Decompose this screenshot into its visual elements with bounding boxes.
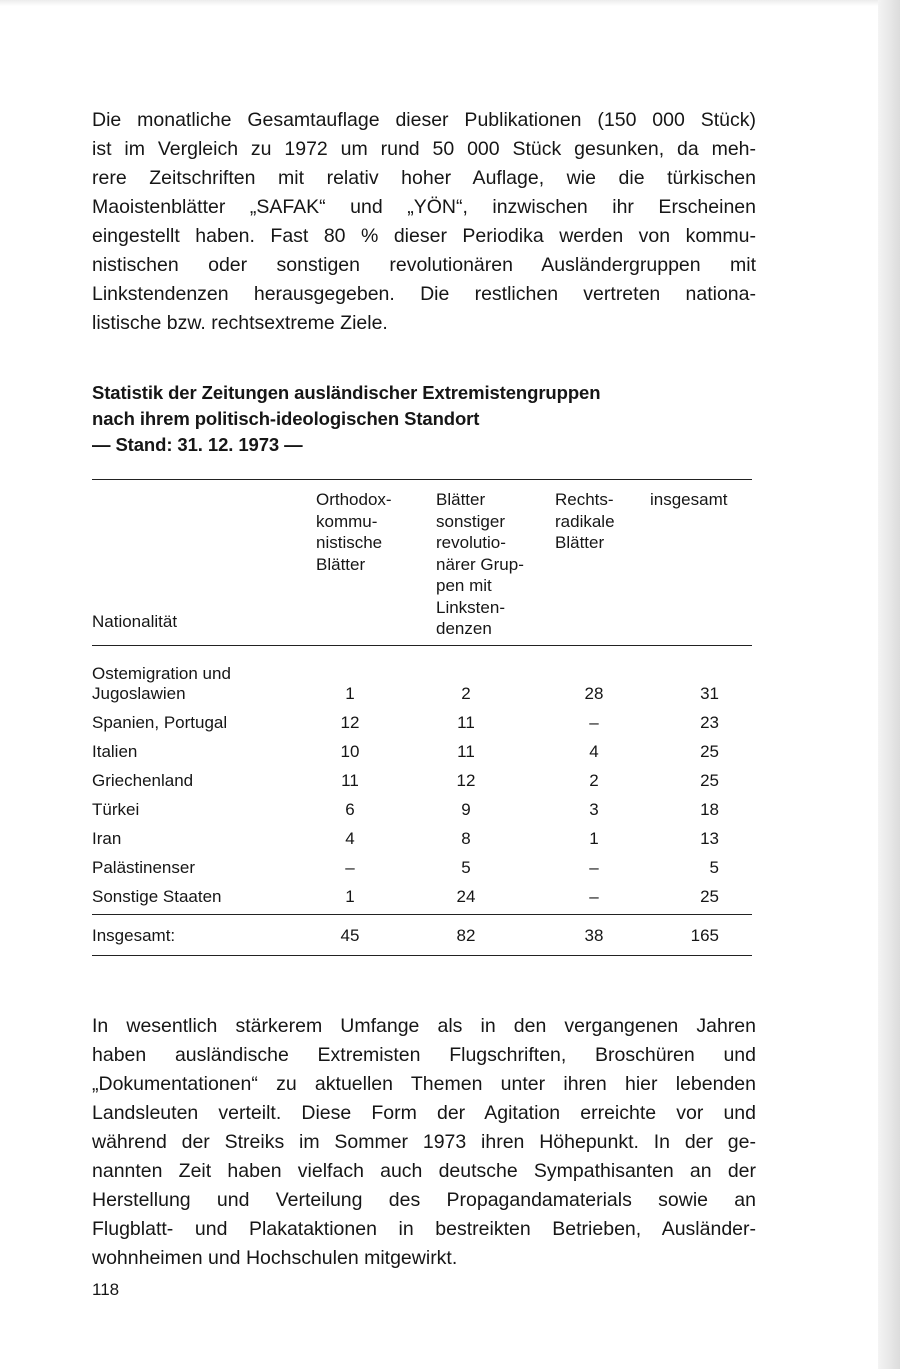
header-line: kommu- <box>316 511 378 531</box>
cell-total: 25 <box>700 742 719 761</box>
paragraph-line: Linkstendenzen herausgegeben. Die restlichen vertreten nationa- <box>92 283 756 305</box>
row-nationality: Sonstige Staaten <box>92 887 222 906</box>
cell-total: 31 <box>700 684 719 703</box>
column-header-total <box>650 489 727 511</box>
paragraph-line: listische bzw. rechtsextreme Ziele. <box>92 312 388 334</box>
cell-right-radical: 3 <box>589 800 599 819</box>
column-header-nationality: Nationalität <box>92 612 178 631</box>
header-line: Linksten- <box>436 597 505 617</box>
cell-right-radical: – <box>589 858 599 877</box>
header-line: nistische <box>316 533 383 552</box>
paragraph-line: rere Zeitschriften mit relativ hoher Auflage, wie die türkischen <box>92 167 756 189</box>
cell-total: 23 <box>700 713 719 732</box>
cell-total: 18 <box>700 800 719 819</box>
row-nationality: Palästinenser <box>92 858 196 877</box>
cell-orthodox-communist: 1 <box>345 887 355 906</box>
paragraph-line: ist im Vergleich zu 1972 um rund 50 000 Stück gesunken, da meh- <box>92 138 756 160</box>
header-line: Blätter <box>555 533 605 552</box>
cell-other-revolutionary: 12 <box>456 771 476 790</box>
cell-total: 25 <box>700 887 719 906</box>
row-nationality: Türkei <box>92 800 140 819</box>
column-header-right-radical <box>555 489 615 554</box>
paragraph-line: wohnheimen und Hochschulen mitgewirkt. <box>92 1247 458 1269</box>
table-top-rule <box>92 479 752 480</box>
cell-right-radical: 4 <box>589 742 599 761</box>
table-total-rule <box>92 914 752 915</box>
table-title <box>92 380 792 458</box>
header-line: revolutio- <box>436 533 506 552</box>
row-nationality: Spanien, Portugal <box>92 713 228 732</box>
row-nationality: Iran <box>92 829 122 848</box>
total-overall: 165 <box>690 926 719 945</box>
cell-other-revolutionary: 24 <box>456 887 476 906</box>
agitation-paragraph <box>92 1012 756 1273</box>
row-nationality: Italien <box>92 742 138 761</box>
header-line: närer Grup- <box>436 554 524 574</box>
total-label: Insgesamt: <box>92 926 176 945</box>
row-nationality: Jugoslawien <box>92 684 186 703</box>
row-label-line: Ostemigration und <box>92 664 231 683</box>
paragraph-line: eingestellt haben. Fast 80 % dieser Periodika werden von kommu- <box>92 225 756 247</box>
cell-orthodox-communist: 1 <box>345 684 355 703</box>
cell-orthodox-communist: 6 <box>345 800 355 819</box>
header-line: Orthodox- <box>316 490 392 509</box>
paragraph-line: während der Streiks im Sommer 1973 ihren Höhepunkt. In der ge- <box>92 1131 756 1153</box>
header-line: pen mit <box>436 576 492 595</box>
table-header-rule <box>92 645 752 646</box>
paragraph-line: Herstellung und Verteilung des Propagandamaterials sowie an <box>92 1189 756 1211</box>
paragraph-line: Die monatliche Gesamtauflage dieser Publikationen (150 000 Stück) <box>92 109 756 131</box>
cell-orthodox-communist: 4 <box>345 829 355 848</box>
cell-other-revolutionary: 5 <box>461 858 471 877</box>
header-line: radikale <box>555 511 615 531</box>
cell-orthodox-communist: – <box>345 858 355 877</box>
cell-other-revolutionary: 9 <box>461 800 471 819</box>
cell-other-revolutionary: 2 <box>461 684 471 703</box>
paragraph-line: Flugblatt- und Plakataktionen in bestreikten Betrieben, Ausländer- <box>92 1218 756 1240</box>
header-line: denzen <box>436 619 492 638</box>
scan-top-shadow <box>0 0 878 6</box>
cell-right-radical: – <box>589 713 599 732</box>
table-title-line-1: Statistik der Zeitungen ausländischer Extremistengruppen <box>92 382 601 403</box>
paragraph-line: nannten Zeit haben vielfach auch deutsche Sympathisanten an der <box>92 1160 756 1182</box>
page-number: 118 <box>92 1280 120 1299</box>
cell-other-revolutionary: 11 <box>457 742 475 761</box>
cell-other-revolutionary: 8 <box>461 829 471 848</box>
header-line: Blätter <box>316 554 366 574</box>
header-line: sonstiger <box>436 511 505 531</box>
cell-right-radical: 28 <box>584 684 604 703</box>
paragraph-line: nistischen oder sonstigen revolutionären Ausländergruppen mit <box>92 254 756 276</box>
table-title-date: — Stand: 31. 12. 1973 — <box>92 434 303 455</box>
cell-right-radical: 2 <box>589 771 599 790</box>
total-orthodox-communist: 45 <box>340 926 360 945</box>
scan-page-edge <box>878 0 900 1369</box>
header-line: Rechts- <box>555 490 614 509</box>
cell-total: 25 <box>700 771 719 790</box>
header-line: Blätter <box>436 490 486 509</box>
paragraph-line: Maoistenblätter „SAFAK“ und „YÖN“, inzwischen ihr Erscheinen <box>92 196 756 218</box>
paragraph-line: Landsleuten verteilt. Diese Form der Agitation erreichte vor und <box>92 1102 756 1124</box>
paragraph-line: In wesentlich stärkerem Umfange als in den vergangenen Jahren <box>92 1015 756 1037</box>
column-header-other-revolutionary <box>436 489 524 640</box>
total-right-radical: 38 <box>584 926 604 945</box>
paragraph-line: „Dokumentationen“ zu aktuellen Themen unter ihren hier lebenden <box>92 1073 756 1095</box>
row-nationality: Griechenland <box>92 771 194 790</box>
total-other-revolutionary: 82 <box>456 926 476 945</box>
cell-right-radical: 1 <box>589 829 599 848</box>
paragraph-line: haben ausländische Extremisten Flugschriften, Broschüren und <box>92 1044 756 1066</box>
intro-paragraph <box>92 106 756 338</box>
cell-orthodox-communist: 11 <box>341 771 359 790</box>
cell-total: 5 <box>709 858 719 877</box>
table-bottom-rule <box>92 955 752 956</box>
table-title-line-2: nach ihrem politisch-ideologischen Standort <box>92 408 480 429</box>
header-line: insgesamt <box>650 490 728 509</box>
cell-right-radical: – <box>589 887 599 906</box>
cell-orthodox-communist: 10 <box>340 742 360 761</box>
cell-other-revolutionary: 11 <box>457 713 475 732</box>
cell-total: 13 <box>700 829 719 848</box>
cell-orthodox-communist: 12 <box>340 713 360 732</box>
column-header-orthodox-communist <box>316 489 392 575</box>
